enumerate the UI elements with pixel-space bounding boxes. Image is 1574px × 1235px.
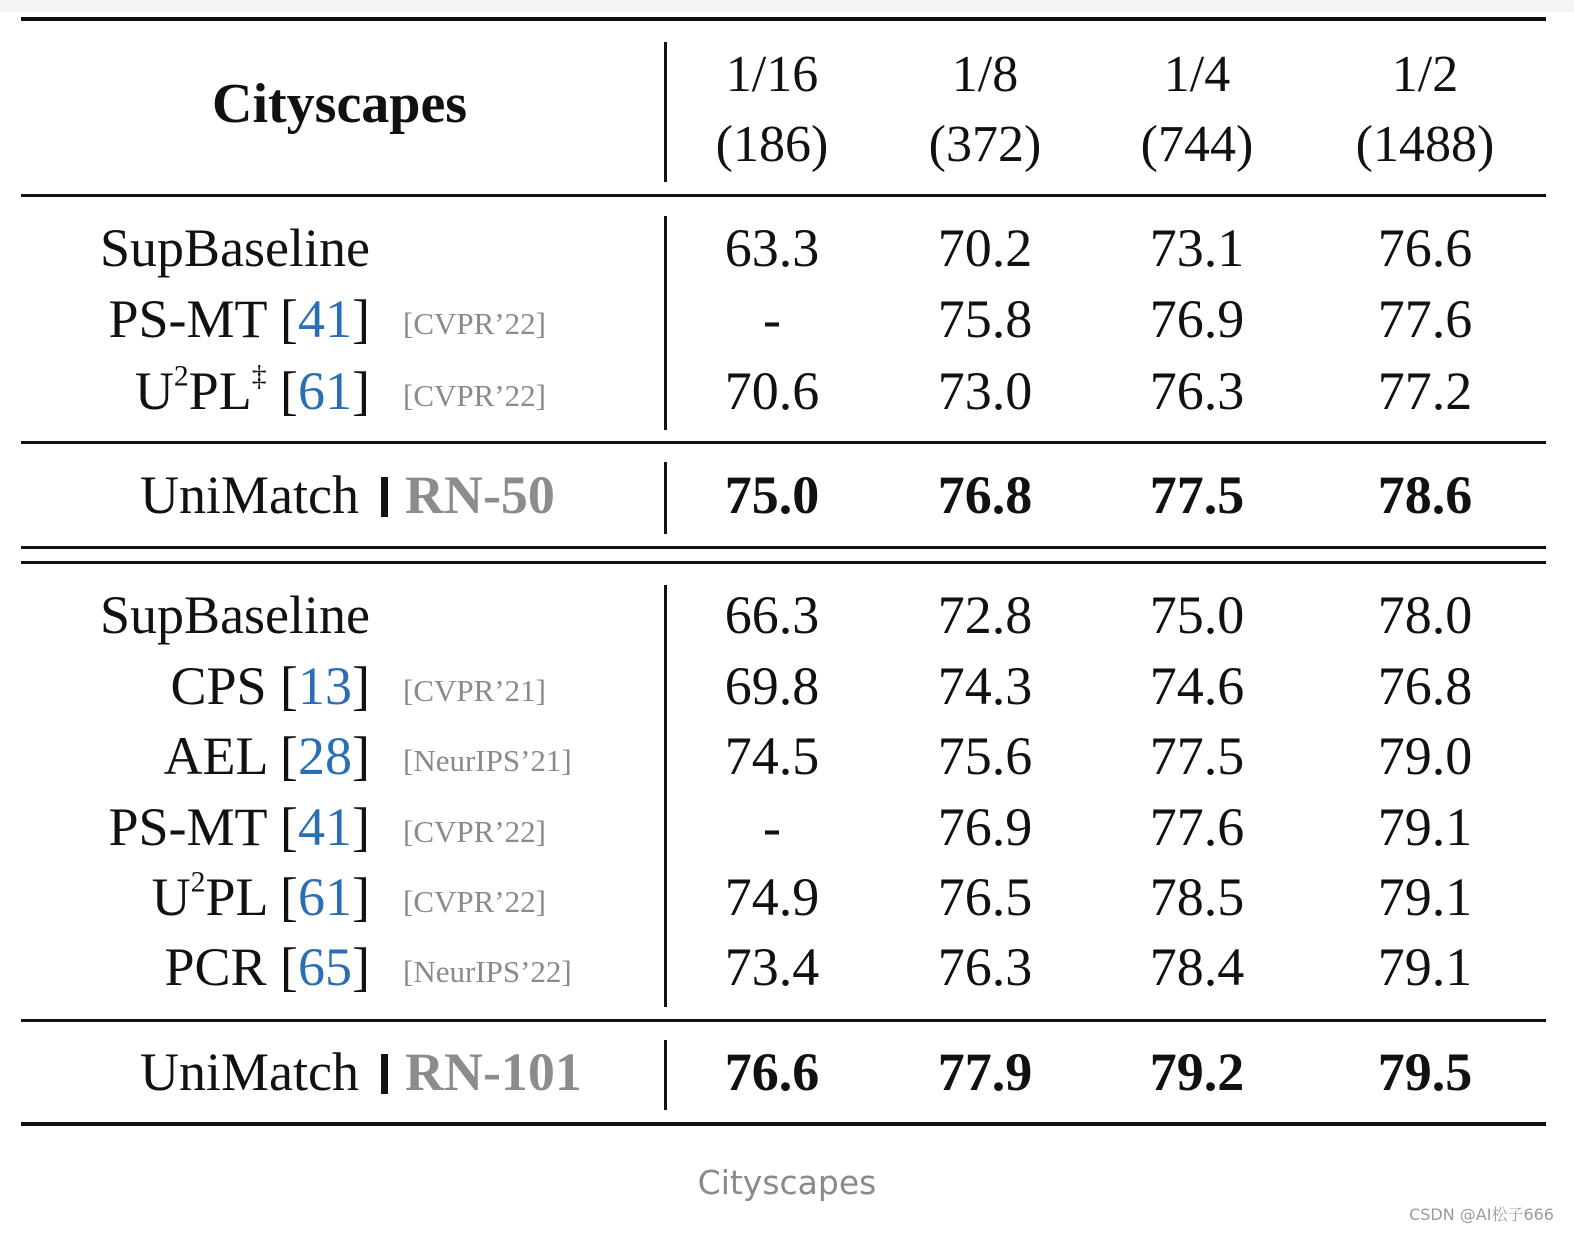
value-cell: 73.1 xyxy=(1149,218,1245,278)
column-header-1-8 xyxy=(875,40,1095,180)
venue-label: [CVPR’22] xyxy=(403,814,546,849)
value-cell: 79.2 xyxy=(1149,1042,1245,1102)
table-row-pcr-rn101 xyxy=(0,932,1574,1002)
value-cell: 79.1 xyxy=(1377,937,1473,997)
method-name: UniMatch xyxy=(140,1042,359,1102)
value-cell: 79.5 xyxy=(1377,1042,1473,1102)
value-cell: 76.3 xyxy=(1149,361,1245,421)
column-count: (744) xyxy=(1140,116,1254,173)
watermark: CSDN @AI松子666 xyxy=(1409,1205,1554,1224)
value-cell: 74.6 xyxy=(1149,656,1245,716)
method-cell: PS-MT [41] xyxy=(108,797,370,857)
value-cell: 78.5 xyxy=(1149,867,1245,927)
method-cell: PS-MT [41] xyxy=(108,289,370,349)
value-cell: 66.3 xyxy=(724,585,820,645)
bottom-rule xyxy=(21,1122,1546,1126)
method-name: PS-MT xyxy=(108,289,267,349)
value-cell: 78.6 xyxy=(1377,465,1473,525)
value-cell: 78.4 xyxy=(1149,937,1245,997)
backbone-label: RN-50 xyxy=(404,465,555,525)
citation-link[interactable]: 13 xyxy=(298,656,353,716)
method-name: AEL xyxy=(163,726,267,786)
double-rule-bottom xyxy=(21,561,1546,564)
method-cell: PCR [65] xyxy=(164,937,370,997)
table-row-unimatch-rn101 xyxy=(0,1037,1574,1107)
value-cell: 73.0 xyxy=(937,361,1033,421)
top-rule xyxy=(21,17,1546,21)
group1-ours-rule xyxy=(21,441,1546,444)
citation-link[interactable]: 61 xyxy=(298,361,353,421)
method-cell xyxy=(140,1037,582,1107)
citation-link[interactable]: 65 xyxy=(298,937,353,997)
value-cell: 76.8 xyxy=(1377,656,1473,716)
method-name: $U^2PL^\ddagger$ xyxy=(134,360,267,421)
backbone-label: RN-101 xyxy=(404,1042,582,1102)
citation-link[interactable]: 61 xyxy=(298,867,353,927)
method-cell: $U^2PL$ [61] xyxy=(151,866,370,927)
value-cell: 76.6 xyxy=(1377,218,1473,278)
value-cell: 74.3 xyxy=(937,656,1033,716)
method-name: $U^2PL$ xyxy=(151,866,267,927)
method-name: SupBaseline xyxy=(100,218,370,278)
figure-caption: Cityscapes xyxy=(697,1163,877,1202)
method-name: SupBaseline xyxy=(100,585,370,645)
double-rule-top xyxy=(21,546,1546,549)
value-cell: 76.9 xyxy=(937,797,1033,857)
table-row-supbaseline-rn50 xyxy=(0,213,1574,283)
value-cell: 74.5 xyxy=(724,726,820,786)
value-cell: 79.1 xyxy=(1377,867,1473,927)
value-cell: 73.4 xyxy=(724,937,820,997)
table-row-cps-rn101 xyxy=(0,651,1574,721)
venue-label: [NeurIPS’21] xyxy=(403,743,572,778)
table-row-ael-rn101 xyxy=(0,721,1574,791)
value-cell: 78.0 xyxy=(1377,585,1473,645)
citation-link[interactable]: 28 xyxy=(298,726,353,786)
value-cell: 75.6 xyxy=(937,726,1033,786)
value-cell: 77.5 xyxy=(1149,726,1245,786)
value-cell: 75.8 xyxy=(937,289,1033,349)
column-fraction: 1/2 xyxy=(1391,46,1459,103)
value-cell: 74.9 xyxy=(724,867,820,927)
value-cell: 76.8 xyxy=(937,465,1033,525)
top-shade xyxy=(0,0,1574,12)
value-cell: 75.0 xyxy=(1149,585,1245,645)
venue-label: [NeurIPS’22] xyxy=(403,954,572,989)
column-fraction: 1/8 xyxy=(951,46,1019,103)
citation-link[interactable]: 41 xyxy=(298,289,353,349)
table-row-psmt-rn101 xyxy=(0,792,1574,862)
table-row-supbaseline-rn101 xyxy=(0,580,1574,650)
column-header-1-2 xyxy=(1315,40,1535,180)
value-cell: 69.8 xyxy=(724,656,820,716)
value-cell: 79.1 xyxy=(1377,797,1473,857)
table-row-unimatch-rn50 xyxy=(0,460,1574,530)
venue-label: [CVPR’21] xyxy=(403,673,546,708)
table-row-psmt-rn50 xyxy=(0,284,1574,354)
value-cell: - xyxy=(763,289,781,349)
value-cell: 76.6 xyxy=(724,1042,820,1102)
column-count: (372) xyxy=(928,116,1042,173)
value-cell: 77.2 xyxy=(1377,361,1473,421)
value-cell: 77.9 xyxy=(937,1042,1033,1102)
value-cell: 76.9 xyxy=(1149,289,1245,349)
method-cell: $U^2PL^\ddagger$ [61] xyxy=(134,360,370,421)
venue-label: [CVPR’22] xyxy=(403,884,546,919)
column-count: (186) xyxy=(715,116,829,173)
method-cell: CPS [13] xyxy=(170,656,370,716)
method-cell: AEL [28] xyxy=(163,726,370,786)
value-cell: - xyxy=(763,797,781,857)
value-cell: 70.2 xyxy=(937,218,1033,278)
column-count: (1488) xyxy=(1355,116,1495,173)
value-cell: 77.6 xyxy=(1149,797,1245,857)
venue-label: [CVPR’22] xyxy=(403,378,546,413)
value-cell: 72.8 xyxy=(937,585,1033,645)
backbone-separator xyxy=(381,477,388,517)
value-cell: 79.0 xyxy=(1377,726,1473,786)
column-header-1-16 xyxy=(662,40,882,180)
method-cell xyxy=(140,460,555,530)
value-cell: 63.3 xyxy=(724,218,820,278)
venue-label: [CVPR’22] xyxy=(403,306,546,341)
method-name: CPS xyxy=(170,656,267,716)
value-cell: 70.6 xyxy=(724,361,820,421)
value-cell: 77.6 xyxy=(1377,289,1473,349)
method-name: PCR xyxy=(164,937,267,997)
method-name: PS-MT xyxy=(108,797,267,857)
table-title: Cityscapes xyxy=(212,73,468,135)
column-header-1-4 xyxy=(1087,40,1307,180)
value-cell: 76.5 xyxy=(937,867,1033,927)
group2-ours-rule xyxy=(21,1019,1546,1022)
header-rule xyxy=(21,194,1546,197)
value-cell: 76.3 xyxy=(937,937,1033,997)
column-fraction: 1/4 xyxy=(1163,46,1231,103)
method-name: UniMatch xyxy=(140,465,359,525)
table-row-u2pl-rn101 xyxy=(0,862,1574,932)
backbone-separator xyxy=(381,1054,388,1094)
value-cell: 75.0 xyxy=(724,465,820,525)
column-fraction: 1/16 xyxy=(725,46,819,103)
table-row-u2pl-rn50 xyxy=(0,356,1574,426)
value-cell: 77.5 xyxy=(1149,465,1245,525)
citation-link[interactable]: 41 xyxy=(298,797,353,857)
